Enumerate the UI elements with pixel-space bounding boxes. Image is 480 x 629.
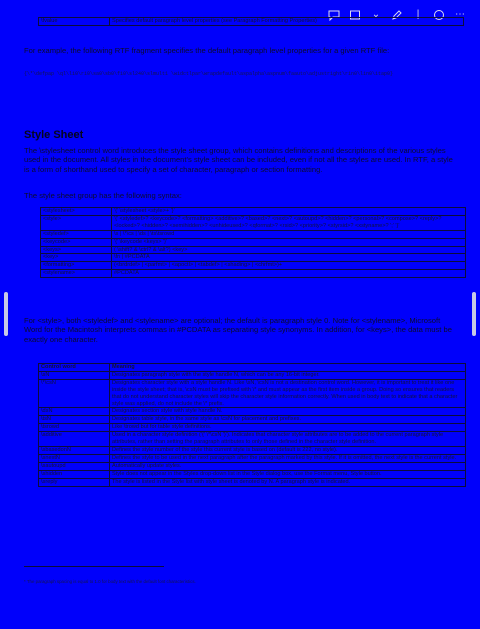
syntax-definition: (<brdrdef> | <parfmt> | <apoctl> | <tabdef> | <shading> | <chrfmt>)+ xyxy=(112,262,466,270)
table-row xyxy=(39,432,466,447)
control-word: \*\csN xyxy=(39,379,110,408)
syntax-term: <stylesheet> xyxy=(41,208,112,216)
control-word-meaning: Designates table style, in the same style as \csN for placement and prefixes. xyxy=(110,416,466,424)
chevron-down-icon[interactable]: ⌄ xyxy=(371,9,381,20)
control-word-cell: \fvalue xyxy=(39,18,110,26)
column-header-meaning: Meaning xyxy=(110,364,466,372)
control-word-meaning: Designates paragraph style with the style handle N, which can be any 16-bit integer. xyxy=(110,371,466,379)
separator-icon: | xyxy=(416,9,420,20)
stylesheet-description: The \stylesheet control word introduces the style sheet group, which contains definitions and descriptions of the various styles used in the document. All styles in the document's style sheet can be included, even if not all the styles are used. In RTF, a style is a form of shorthand used to specify a set of character, paragraph or section formatting. xyxy=(24,146,453,174)
syntax-definition: '{' \keycode <keys> '}' xyxy=(112,238,466,246)
syntax-term: <key> xyxy=(41,254,112,262)
syntax-term: <keycode> xyxy=(41,238,112,246)
control-word: \tsN xyxy=(39,416,110,424)
column-header-control-word: Control word xyxy=(39,364,110,372)
control-word: \tsrowd xyxy=(39,424,110,432)
footnote: * The paragraph spacing is equal to 1.0 for body text with the default font characteristics. xyxy=(24,579,196,584)
syntax-definition: ( \shift? & \ctrl? & \alt?) <key> xyxy=(112,246,466,254)
syntax-term: <formatting> xyxy=(41,262,112,270)
control-word-meaning: Like \trowd but for table style definitions. xyxy=(110,424,466,432)
syntax-definition: #PCDATA xyxy=(112,270,466,278)
table-row xyxy=(41,238,466,246)
next-page-handle[interactable] xyxy=(472,292,476,336)
syntax-term: <stylename> xyxy=(41,270,112,278)
table-row xyxy=(41,230,466,238)
table-row xyxy=(41,208,466,216)
table-row xyxy=(41,262,466,270)
syntax-term: <style> xyxy=(41,215,112,230)
table-row xyxy=(39,454,466,462)
table-row xyxy=(39,408,466,416)
syntax-intro: The style sheet group has the following syntax: xyxy=(24,191,182,200)
syntax-definition: '{' <styledef>? <keycode>? <formatting> <additive>? <based>? <next>? <autoupd>? <hidden>? <personal>? <compose>? <reply>? <locked>? <hidden>? <semihidden>? <unhideused>? <qformat>? <rsid>? <priority>? <styrsid>? <xstyname>? ';' '}' xyxy=(112,215,466,230)
control-word-meaning: Defines the style number of the style this current style is based on (default is 222, no style). xyxy=(110,446,466,454)
syntax-table xyxy=(40,207,466,278)
example-paragraph: For example, the following RTF fragment specifies the default paragraph level properties for a given RTF file: xyxy=(24,46,390,55)
table-row xyxy=(41,246,466,254)
control-word: \sbasedonN xyxy=(39,446,110,454)
control-word-meaning: The style is listed in the Style list with style sheet is denoted by N. A paragraph style is indicated. xyxy=(110,478,466,486)
control-word: \sreply xyxy=(39,478,110,486)
meaning-cell: Specifies default paragraph level properties (see Paragraph Formatting Properties) xyxy=(110,18,464,26)
previous-page-handle[interactable] xyxy=(4,292,8,336)
syntax-definition: '{' \stylesheet <style>+ '}' xyxy=(112,208,466,216)
syntax-term: <keys> xyxy=(41,246,112,254)
table-row xyxy=(39,470,466,478)
syntax-definition: \fn | #PCDATA xyxy=(112,254,466,262)
control-word-meaning: Designates section style with style handle N. xyxy=(110,408,466,416)
footnote-divider xyxy=(24,566,164,567)
control-words-table xyxy=(38,363,466,487)
section-heading: Style Sheet xyxy=(24,129,84,141)
more-icon[interactable]: ⋯ xyxy=(455,9,465,20)
table-row xyxy=(39,462,466,470)
control-word-meaning: Defines the style to be used in the next paragraph after the paragraph marked by this style. If it is omitted, the next style is the current style. xyxy=(110,454,466,462)
table-row xyxy=(39,416,466,424)
control-word: \sN xyxy=(39,371,110,379)
control-word: \dsN xyxy=(39,408,110,416)
control-word: \additive xyxy=(39,432,110,447)
syntax-term: <styledef> xyxy=(41,230,112,238)
table-row xyxy=(41,270,466,278)
control-word: \snextN xyxy=(39,454,110,462)
table-header-row xyxy=(39,364,466,372)
table-row xyxy=(39,446,466,454)
table-row xyxy=(41,254,466,262)
syntax-definition: \s | \*\cs | \ds | \ts\tsrowd xyxy=(112,230,466,238)
table-row xyxy=(41,215,466,230)
control-word-meaning: Automatically update styles. xyxy=(110,462,466,470)
properties-table xyxy=(38,17,464,26)
table-row xyxy=(39,18,464,26)
table-row xyxy=(39,379,466,408)
table-row xyxy=(39,424,466,432)
control-word: \sautoupd xyxy=(39,462,110,470)
syntax-notes: For <style>, both <styledef> and <stylename> are optional; the default is paragraph style 0. Note for <stylename>, Microsoft Word for the Macintosh interprets commas in #PCDATA as separating style synonyms. In addition, for <keys>, the data must be exactly one character. xyxy=(24,316,452,344)
control-word-meaning: Style does not appear in the Styles drop-down list in the Style dialog box, use the Format menu, Style button. xyxy=(110,470,466,478)
table-row xyxy=(39,371,466,379)
example-code: {\*\defpap \ql\li0\ri0\sa0\sb0\fi0\sl240\slmult1 \widctlpar\wrapdefault\aspalpha\aspnum\faauto\adjustright\rin0\lin0\itap0} xyxy=(24,71,394,77)
control-word: \shidden xyxy=(39,470,110,478)
control-word-meaning: Used in a character style definition ('{' \*\csN '}'). Indicates that character style attributes are to be added to the current paragraph style attributes, rather than setting the paragraph attributes to only those defined in the character style definition. xyxy=(110,432,466,447)
table-row xyxy=(39,478,466,486)
control-word-meaning: Designates character style with a style handle N. Like \sN, \csN is not a destination control word. However, it is important to treat it like one inside the style sheet; that is, \csN must be prefixed with \* and must appear as the first item inside a group. Doing so ensures that readers that do not understand character styles will skip the character style information correctly. When used in body text to indicate that a character style was applied, do not include the \* prefix. xyxy=(110,379,466,408)
